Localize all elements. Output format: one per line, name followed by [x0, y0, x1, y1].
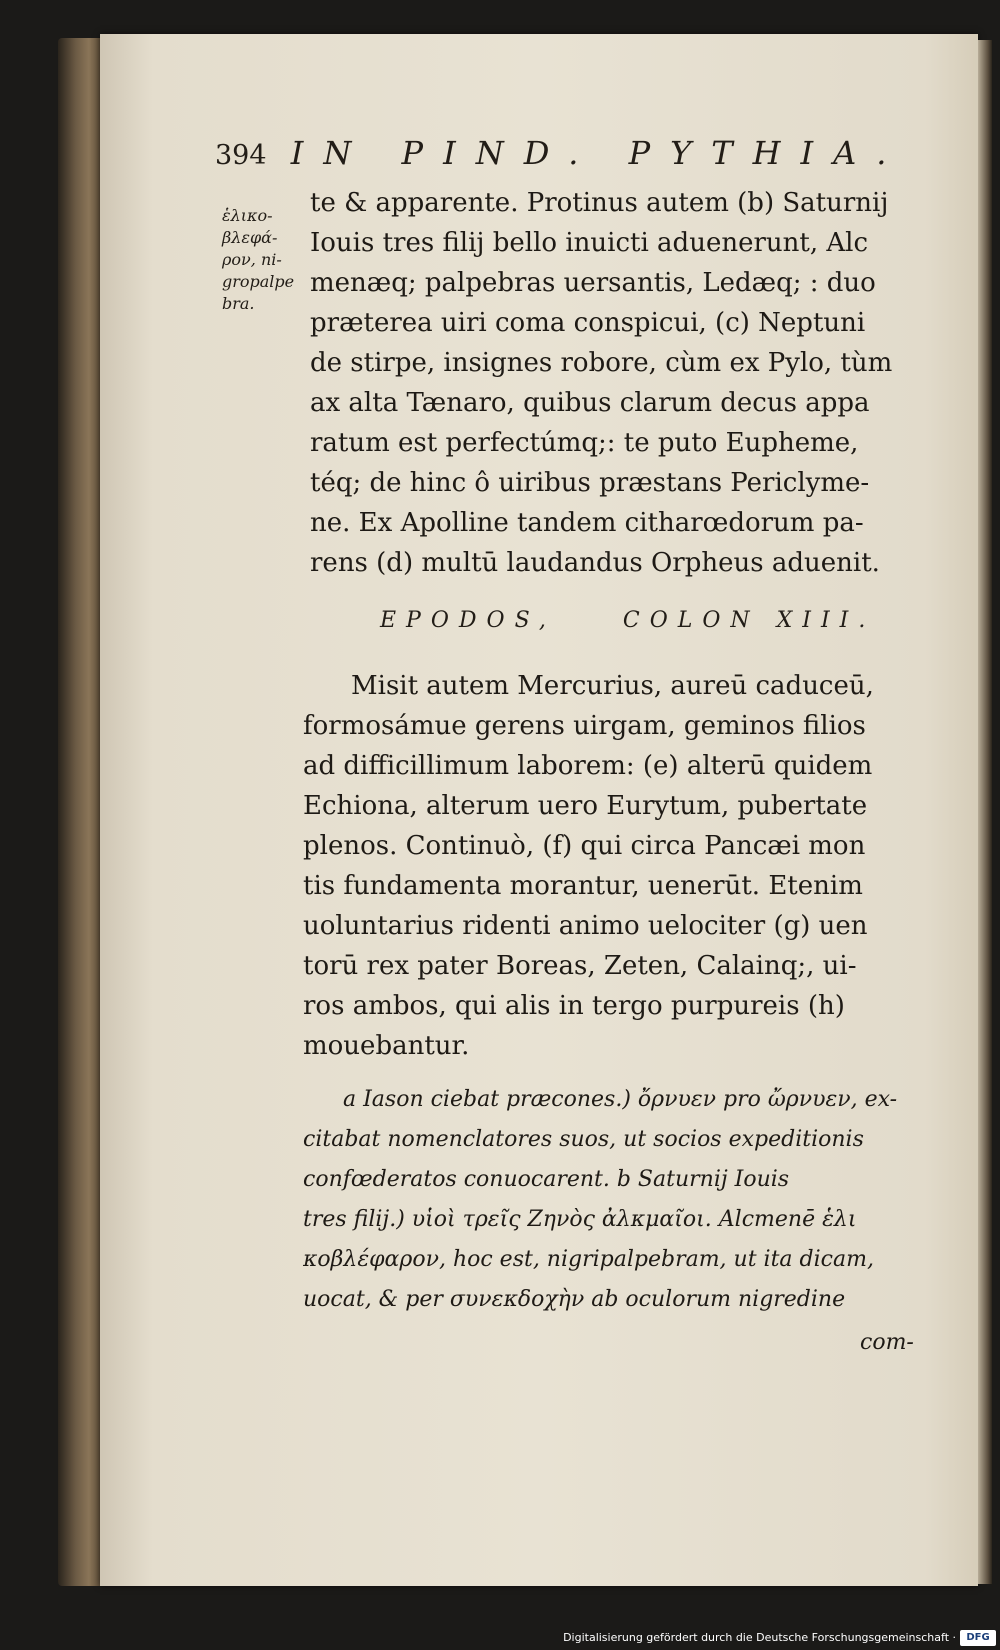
- text-line: uoluntarius ridenti animo uelociter (g) uen: [303, 911, 868, 941]
- text-line: plenos. Continuò, (f) qui circa Pancæi mon: [303, 831, 866, 861]
- text-line: téq; de hinc ô uiribus præstans Periclyme-: [310, 468, 870, 498]
- book-spine: [58, 38, 102, 1586]
- page-edge: [978, 40, 992, 1584]
- section-heading-right: COLON XIII.: [622, 608, 876, 633]
- running-head: [215, 134, 965, 172]
- dfg-logo: DFG: [960, 1630, 996, 1646]
- text-line: ax alta Tænaro, quibus clarum decus appa: [310, 388, 870, 418]
- note-line: κοβλέφαρον, hoc est, nigripalpebram, ut ita dicam,: [303, 1247, 874, 1272]
- catchword: com-: [860, 1330, 914, 1355]
- note-line: uocat, & per συνεκδοχὴν ab oculorum nigredine: [303, 1287, 846, 1312]
- text-line: de stirpe, insignes robore, cùm ex Pylo, tùm: [310, 348, 893, 378]
- funding-credit: Digitalisierung gefördert durch die Deutsche Forschungsgemeinschaft ·: [563, 1631, 956, 1644]
- marginal-note: [222, 205, 308, 315]
- text-line: præterea uiri coma conspicui, (c) Neptuni: [310, 308, 866, 338]
- paragraph-2: [303, 666, 968, 1066]
- marginal-line: bra.: [222, 294, 255, 313]
- text-line: mouebantur.: [303, 1031, 470, 1061]
- text-line: torū rex pater Boreas, Zeten, Calainq;, ui-: [303, 951, 857, 981]
- page-number: 394: [215, 140, 267, 171]
- running-title: IN PIND. PYTHIA.: [290, 134, 907, 172]
- text-line: ad difficillimum laborem: (e) alterū quidem: [303, 751, 873, 781]
- note-line: confœderatos conuocarent. b Saturnij Iouis: [303, 1167, 790, 1192]
- note-line: citabat nomenclatores suos, ut socios expeditionis: [303, 1127, 864, 1152]
- note-line: a Iason ciebat præcones.) ὄρνυεν pro ὤρνυεν, ex-: [343, 1087, 898, 1112]
- paragraph-1: [310, 183, 970, 583]
- text-line: formosámue gerens uirgam, geminos filios: [303, 711, 866, 741]
- section-heading-left: EPODOS,: [380, 608, 556, 633]
- marginal-line: ἑλικο-: [222, 206, 273, 225]
- marginal-line: gropalpe: [222, 272, 295, 291]
- text-line: Misit autem Mercurius, aureū caduceū,: [351, 671, 874, 701]
- text-line: ros ambos, qui alis in tergo purpureis (h): [303, 991, 845, 1021]
- note-line: tres filij.) υἱοὶ τρεῖς Ζηνὸς ἀλκμαῖοι. Alcmenē ἑλι: [303, 1207, 857, 1232]
- marginal-line: βλεφά-: [222, 228, 278, 247]
- text-line: ratum est perfectúmq;: te puto Eupheme,: [310, 428, 859, 458]
- text-line: tis fundamenta morantur, uenerūt. Etenim: [303, 871, 863, 901]
- text-line: menæq; palpebras uersantis, Ledæq; : duo: [310, 268, 876, 298]
- commentary-notes: [303, 1080, 968, 1320]
- digitization-footer: [0, 1628, 1000, 1650]
- section-heading: [380, 608, 940, 633]
- marginal-line: ρον, ni-: [222, 250, 282, 269]
- text-line: Iouis tres filij bello inuicti aduenerunt, Alc: [310, 228, 869, 258]
- text-line: ne. Ex Apolline tandem citharœdorum pa-: [310, 508, 864, 538]
- text-line: Echiona, alterum uero Eurytum, pubertate: [303, 791, 868, 821]
- text-line: rens (d) multū laudandus Orpheus aduenit.: [310, 548, 880, 578]
- text-line: te & apparente. Protinus autem (b) Saturnij: [310, 188, 889, 218]
